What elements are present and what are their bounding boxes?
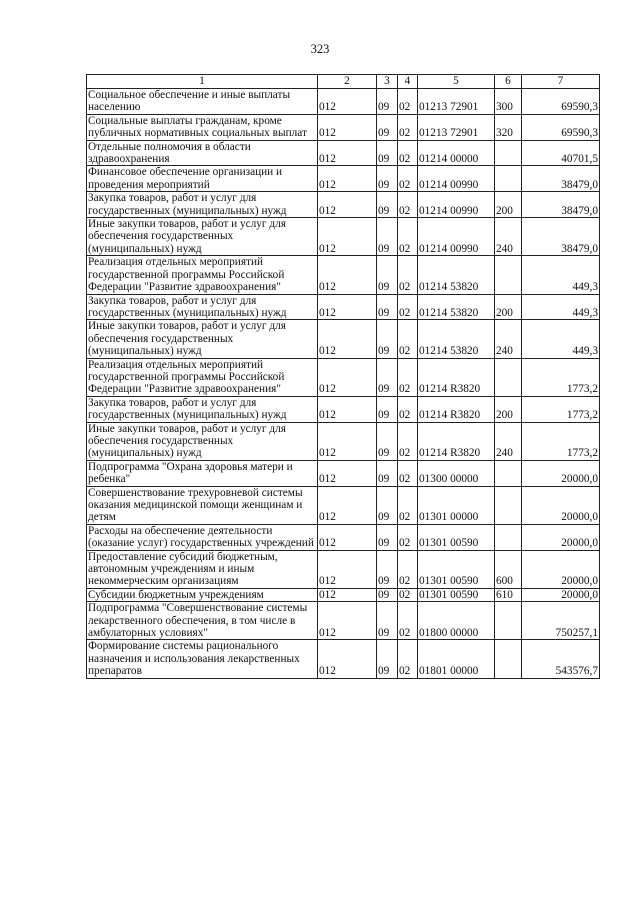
table-row (87, 460, 600, 486)
subsection-code: 02 (398, 358, 418, 396)
section-code: 09 (377, 640, 398, 678)
subsection-code: 02 (398, 524, 418, 550)
amount: 449,3 (522, 294, 600, 320)
row-description: Иные закупки товаров, работ и услуг для обеспечения государственных (муниципальных) нужд (87, 422, 318, 460)
section-code: 09 (377, 166, 398, 192)
ministry-code: 012 (318, 294, 377, 320)
amount: 20000,0 (522, 524, 600, 550)
budget-table (86, 74, 600, 679)
ministry-code: 012 (318, 550, 377, 588)
table-row (87, 166, 600, 192)
target-article-code: 01301 00590 (418, 588, 495, 601)
target-article-code: 01301 00000 (418, 486, 495, 524)
expense-type-code: 200 (495, 294, 522, 320)
section-code: 09 (377, 602, 398, 640)
section-code: 09 (377, 218, 398, 256)
section-code: 09 (377, 524, 398, 550)
row-description: Иные закупки товаров, работ и услуг для обеспечения государственных (муниципальных) нужд (87, 218, 318, 256)
target-article-code: 01214 53820 (418, 320, 495, 358)
subsection-code: 02 (398, 320, 418, 358)
section-code: 09 (377, 192, 398, 218)
subsection-code: 02 (398, 89, 418, 115)
table-row (87, 140, 600, 166)
subsection-code: 02 (398, 396, 418, 422)
expense-type-code (495, 602, 522, 640)
column-header: 2 (318, 75, 377, 89)
amount: 20000,0 (522, 550, 600, 588)
subsection-code: 02 (398, 166, 418, 192)
column-header: 1 (87, 75, 318, 89)
ministry-code: 012 (318, 460, 377, 486)
column-header: 5 (418, 75, 495, 89)
amount: 750257,1 (522, 602, 600, 640)
ministry-code: 012 (318, 524, 377, 550)
expense-type-code: 240 (495, 422, 522, 460)
table-row (87, 588, 600, 601)
row-description: Отдельные полномочия в области здравоохранения (87, 140, 318, 166)
section-code: 09 (377, 358, 398, 396)
amount: 38479,0 (522, 166, 600, 192)
table-row (87, 256, 600, 294)
column-header: 4 (398, 75, 418, 89)
table-row (87, 640, 600, 678)
section-code: 09 (377, 396, 398, 422)
row-description: Закупка товаров, работ и услуг для государственных (муниципальных) нужд (87, 396, 318, 422)
target-article-code: 01800 00000 (418, 602, 495, 640)
expense-type-code (495, 460, 522, 486)
subsection-code: 02 (398, 192, 418, 218)
table-row (87, 602, 600, 640)
column-header: 7 (522, 75, 600, 89)
table-row (87, 550, 600, 588)
target-article-code: 01214 R3820 (418, 422, 495, 460)
row-description: Реализация отдельных мероприятий государственной программы Российской Федерации "Развитие здравоохранения" (87, 256, 318, 294)
expense-type-code (495, 140, 522, 166)
table-row (87, 524, 600, 550)
table-row (87, 422, 600, 460)
page-number: 323 (310, 42, 330, 56)
subsection-code: 02 (398, 588, 418, 601)
section-code: 09 (377, 140, 398, 166)
expense-type-code: 610 (495, 588, 522, 601)
table-row (87, 358, 600, 396)
ministry-code: 012 (318, 422, 377, 460)
section-code: 09 (377, 256, 398, 294)
target-article-code: 01214 53820 (418, 256, 495, 294)
section-code: 09 (377, 320, 398, 358)
amount: 20000,0 (522, 588, 600, 601)
header-row (87, 75, 600, 89)
expense-type-code: 240 (495, 218, 522, 256)
expense-type-code (495, 524, 522, 550)
amount: 38479,0 (522, 192, 600, 218)
amount: 449,3 (522, 320, 600, 358)
amount: 1773,2 (522, 358, 600, 396)
table-row (87, 89, 600, 115)
row-description: Закупка товаров, работ и услуг для государственных (муниципальных) нужд (87, 192, 318, 218)
ministry-code: 012 (318, 602, 377, 640)
expense-type-code (495, 358, 522, 396)
expense-type-code (495, 256, 522, 294)
ministry-code: 012 (318, 218, 377, 256)
amount: 69590,3 (522, 114, 600, 140)
amount: 1773,2 (522, 422, 600, 460)
amount: 543576,7 (522, 640, 600, 678)
subsection-code: 02 (398, 140, 418, 166)
table-row (87, 320, 600, 358)
subsection-code: 02 (398, 602, 418, 640)
ministry-code: 012 (318, 396, 377, 422)
row-description: Реализация отдельных мероприятий государственной программы Российской Федерации "Развитие здравоохранения" (87, 358, 318, 396)
table-row (87, 192, 600, 218)
expense-type-code: 320 (495, 114, 522, 140)
expense-type-code (495, 640, 522, 678)
target-article-code: 01801 00000 (418, 640, 495, 678)
section-code: 09 (377, 588, 398, 601)
amount: 20000,0 (522, 460, 600, 486)
expense-type-code: 240 (495, 320, 522, 358)
target-article-code: 01213 72901 (418, 89, 495, 115)
amount: 69590,3 (522, 89, 600, 115)
row-description: Закупка товаров, работ и услуг для государственных (муниципальных) нужд (87, 294, 318, 320)
amount: 1773,2 (522, 396, 600, 422)
amount: 38479,0 (522, 218, 600, 256)
ministry-code: 012 (318, 140, 377, 166)
subsection-code: 02 (398, 218, 418, 256)
ministry-code: 012 (318, 166, 377, 192)
ministry-code: 012 (318, 320, 377, 358)
ministry-code: 012 (318, 588, 377, 601)
expense-type-code (495, 166, 522, 192)
expense-type-code (495, 486, 522, 524)
row-description: Социальное обеспечение и иные выплаты населению (87, 89, 318, 115)
row-description: Подпрограмма "Совершенствование системы лекарственного обеспечения, в том числе в амбулаторных условиях" (87, 602, 318, 640)
table-row (87, 218, 600, 256)
subsection-code: 02 (398, 486, 418, 524)
target-article-code: 01214 R3820 (418, 396, 495, 422)
ministry-code: 012 (318, 256, 377, 294)
column-header: 6 (495, 75, 522, 89)
target-article-code: 01213 72901 (418, 114, 495, 140)
row-description: Предоставление субсидий бюджетным, автономным учреждениям и иным некоммерческим организациям (87, 550, 318, 588)
table-row (87, 114, 600, 140)
row-description: Формирование системы рационального назначения и использования лекарственных препаратов (87, 640, 318, 678)
row-description: Социальные выплаты гражданам, кроме публичных нормативных социальных выплат (87, 114, 318, 140)
subsection-code: 02 (398, 640, 418, 678)
subsection-code: 02 (398, 256, 418, 294)
section-code: 09 (377, 114, 398, 140)
row-description: Иные закупки товаров, работ и услуг для обеспечения государственных (муниципальных) нужд (87, 320, 318, 358)
target-article-code: 01214 00000 (418, 140, 495, 166)
section-code: 09 (377, 89, 398, 115)
ministry-code: 012 (318, 192, 377, 218)
table-row (87, 294, 600, 320)
ministry-code: 012 (318, 486, 377, 524)
target-article-code: 01301 00590 (418, 550, 495, 588)
expense-type-code: 600 (495, 550, 522, 588)
target-article-code: 01214 00990 (418, 218, 495, 256)
table-row (87, 486, 600, 524)
target-article-code: 01214 R3820 (418, 358, 495, 396)
subsection-code: 02 (398, 422, 418, 460)
expense-type-code: 200 (495, 192, 522, 218)
subsection-code: 02 (398, 114, 418, 140)
ministry-code: 012 (318, 114, 377, 140)
target-article-code: 01214 00990 (418, 192, 495, 218)
row-description: Подпрограмма "Охрана здоровья матери и ребенка" (87, 460, 318, 486)
subsection-code: 02 (398, 550, 418, 588)
table-row (87, 396, 600, 422)
column-header: 3 (377, 75, 398, 89)
section-code: 09 (377, 550, 398, 588)
subsection-code: 02 (398, 294, 418, 320)
ministry-code: 012 (318, 358, 377, 396)
section-code: 09 (377, 460, 398, 486)
expense-type-code: 200 (495, 396, 522, 422)
target-article-code: 01214 53820 (418, 294, 495, 320)
ministry-code: 012 (318, 89, 377, 115)
target-article-code: 01214 00990 (418, 166, 495, 192)
ministry-code: 012 (318, 640, 377, 678)
subsection-code: 02 (398, 460, 418, 486)
section-code: 09 (377, 294, 398, 320)
row-description: Совершенствование трехуровневой системы оказания медицинской помощи женщинам и детям (87, 486, 318, 524)
amount: 449,3 (522, 256, 600, 294)
target-article-code: 01301 00590 (418, 524, 495, 550)
row-description: Расходы на обеспечение деятельности (оказание услуг) государственных учреждений (87, 524, 318, 550)
row-description: Финансовое обеспечение организации и проведения мероприятий (87, 166, 318, 192)
row-description: Субсидии бюджетным учреждениям (87, 588, 318, 601)
section-code: 09 (377, 486, 398, 524)
amount: 20000,0 (522, 486, 600, 524)
target-article-code: 01300 00000 (418, 460, 495, 486)
amount: 40701,5 (522, 140, 600, 166)
section-code: 09 (377, 422, 398, 460)
expense-type-code: 300 (495, 89, 522, 115)
